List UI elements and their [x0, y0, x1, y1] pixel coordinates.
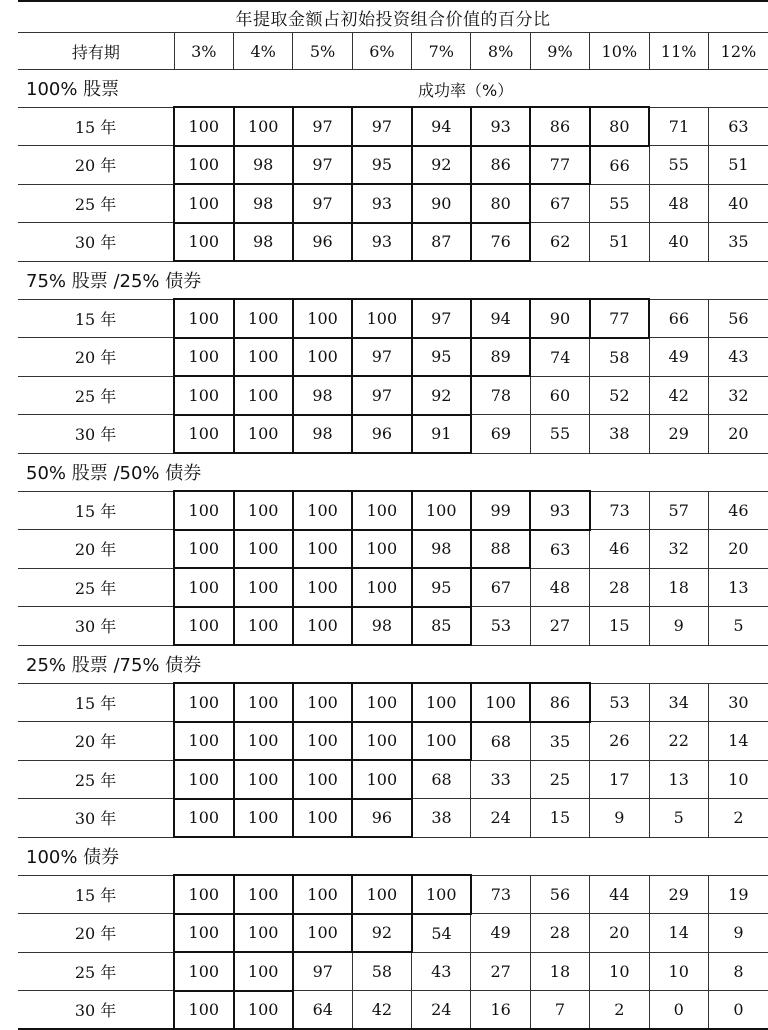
value-cell: 100 — [352, 875, 411, 914]
value-cell: 0 — [649, 991, 708, 1030]
value-cell: 60 — [530, 376, 589, 415]
value-cell: 100 — [234, 107, 293, 146]
period-cell: 25 年 — [18, 184, 174, 223]
period-cell: 30 年 — [18, 415, 174, 454]
value-cell: 46 — [590, 530, 649, 569]
value-cell: 100 — [234, 338, 293, 377]
value-cell: 55 — [530, 415, 589, 454]
value-cell: 18 — [530, 952, 589, 991]
header-rate: 5% — [293, 33, 352, 70]
value-cell: 68 — [471, 722, 530, 761]
value-cell: 58 — [352, 952, 411, 991]
value-cell: 100 — [234, 991, 293, 1030]
period-cell: 25 年 — [18, 952, 174, 991]
value-cell: 56 — [530, 875, 589, 914]
value-cell: 93 — [352, 184, 411, 223]
section-cell — [18, 70, 768, 108]
value-cell: 8 — [708, 952, 768, 991]
value-cell: 100 — [293, 760, 352, 799]
value-cell: 9 — [708, 914, 768, 953]
value-cell: 67 — [471, 568, 530, 607]
value-cell: 22 — [649, 722, 708, 761]
value-cell: 99 — [471, 491, 530, 530]
period-cell: 15 年 — [18, 107, 174, 146]
value-cell: 53 — [471, 607, 530, 646]
value-cell: 42 — [649, 376, 708, 415]
value-cell: 52 — [590, 376, 649, 415]
value-cell: 100 — [234, 875, 293, 914]
value-cell: 48 — [649, 184, 708, 223]
unit-label: 成功率（%） — [418, 81, 514, 100]
value-cell: 77 — [590, 299, 649, 338]
value-cell: 98 — [234, 223, 293, 262]
section-cell — [18, 261, 768, 299]
value-cell: 13 — [708, 568, 768, 607]
value-cell: 100 — [293, 568, 352, 607]
value-cell: 42 — [352, 991, 411, 1030]
period-cell: 15 年 — [18, 299, 174, 338]
value-cell: 100 — [234, 568, 293, 607]
value-cell: 100 — [412, 875, 471, 914]
value-cell: 100 — [174, 722, 233, 761]
value-cell: 100 — [412, 683, 471, 722]
table-row — [18, 338, 768, 377]
value-cell: 100 — [352, 683, 411, 722]
value-cell: 24 — [471, 799, 530, 838]
value-cell: 5 — [649, 799, 708, 838]
value-cell: 100 — [174, 530, 233, 569]
value-cell: 24 — [412, 991, 471, 1030]
value-cell: 100 — [174, 914, 233, 953]
value-cell: 100 — [293, 530, 352, 569]
value-cell: 35 — [708, 223, 768, 262]
value-cell: 32 — [649, 530, 708, 569]
value-cell: 54 — [412, 914, 471, 953]
value-cell: 20 — [590, 914, 649, 953]
value-cell: 53 — [590, 683, 649, 722]
value-cell: 19 — [708, 875, 768, 914]
value-cell: 100 — [293, 299, 352, 338]
value-cell: 100 — [234, 799, 293, 838]
value-cell: 29 — [649, 415, 708, 454]
value-cell: 34 — [649, 683, 708, 722]
value-cell: 100 — [174, 607, 233, 646]
value-cell: 97 — [293, 184, 352, 223]
section-label: 25% 股票 /75% 债券 — [26, 655, 202, 676]
table-row — [18, 683, 768, 722]
value-cell: 25 — [530, 760, 589, 799]
header-rate: 4% — [234, 33, 293, 70]
table-row — [18, 223, 768, 262]
value-cell: 100 — [293, 722, 352, 761]
value-cell: 97 — [352, 376, 411, 415]
value-cell: 100 — [174, 299, 233, 338]
value-cell: 100 — [471, 683, 530, 722]
section-cell — [18, 453, 768, 491]
value-cell: 87 — [412, 223, 471, 262]
value-cell: 100 — [352, 760, 411, 799]
value-cell: 100 — [174, 223, 233, 262]
section-row — [18, 453, 768, 491]
value-cell: 20 — [708, 530, 768, 569]
value-cell: 100 — [174, 376, 233, 415]
table-row — [18, 491, 768, 530]
value-cell: 10 — [590, 952, 649, 991]
success-rate-table — [18, 0, 768, 1030]
value-cell: 86 — [530, 107, 589, 146]
value-cell: 90 — [530, 299, 589, 338]
value-cell: 15 — [530, 799, 589, 838]
value-cell: 94 — [471, 299, 530, 338]
value-cell: 58 — [590, 338, 649, 377]
value-cell: 20 — [708, 415, 768, 454]
value-cell: 10 — [708, 760, 768, 799]
section-label: 50% 股票 /50% 债券 — [26, 463, 202, 484]
value-cell: 62 — [530, 223, 589, 262]
value-cell: 66 — [649, 299, 708, 338]
value-cell: 90 — [412, 184, 471, 223]
value-cell: 88 — [471, 530, 530, 569]
table-row — [18, 991, 768, 1030]
value-cell: 9 — [590, 799, 649, 838]
table-row — [18, 799, 768, 838]
value-cell: 100 — [174, 146, 233, 185]
value-cell: 40 — [649, 223, 708, 262]
value-cell: 16 — [471, 991, 530, 1030]
value-cell: 100 — [352, 491, 411, 530]
header-rate: 7% — [412, 33, 471, 70]
value-cell: 100 — [174, 799, 233, 838]
value-cell: 55 — [590, 184, 649, 223]
value-cell: 97 — [352, 338, 411, 377]
value-cell: 100 — [234, 376, 293, 415]
value-cell: 97 — [412, 299, 471, 338]
value-cell: 100 — [174, 107, 233, 146]
value-cell: 100 — [412, 722, 471, 761]
value-cell: 71 — [649, 107, 708, 146]
value-cell: 86 — [471, 146, 530, 185]
value-cell: 100 — [234, 415, 293, 454]
value-cell: 40 — [708, 184, 768, 223]
value-cell: 69 — [471, 415, 530, 454]
period-cell: 30 年 — [18, 607, 174, 646]
value-cell: 100 — [174, 991, 233, 1030]
section-row — [18, 261, 768, 299]
period-cell: 30 年 — [18, 223, 174, 262]
value-cell: 33 — [471, 760, 530, 799]
value-cell: 80 — [590, 107, 649, 146]
header-rate: 8% — [471, 33, 530, 70]
value-cell: 100 — [352, 299, 411, 338]
value-cell: 77 — [530, 146, 589, 185]
value-cell: 63 — [708, 107, 768, 146]
value-cell: 96 — [352, 799, 411, 838]
section-row — [18, 645, 768, 683]
period-cell: 20 年 — [18, 914, 174, 953]
period-cell: 20 年 — [18, 722, 174, 761]
value-cell: 51 — [708, 146, 768, 185]
value-cell: 27 — [530, 607, 589, 646]
value-cell: 64 — [293, 991, 352, 1030]
table-row — [18, 722, 768, 761]
table-row — [18, 607, 768, 646]
value-cell: 98 — [352, 607, 411, 646]
value-cell: 100 — [234, 491, 293, 530]
value-cell: 49 — [471, 914, 530, 953]
value-cell: 100 — [293, 338, 352, 377]
table-row — [18, 376, 768, 415]
value-cell: 55 — [649, 146, 708, 185]
period-cell: 25 年 — [18, 376, 174, 415]
value-cell: 14 — [708, 722, 768, 761]
section-label: 75% 股票 /25% 债券 — [26, 271, 202, 292]
value-cell: 100 — [293, 607, 352, 646]
value-cell: 100 — [174, 683, 233, 722]
value-cell: 2 — [708, 799, 768, 838]
value-cell: 73 — [590, 491, 649, 530]
value-cell: 97 — [352, 107, 411, 146]
value-cell: 100 — [293, 914, 352, 953]
value-cell: 100 — [412, 491, 471, 530]
value-cell: 63 — [530, 530, 589, 569]
value-cell: 100 — [234, 530, 293, 569]
value-cell: 100 — [352, 722, 411, 761]
table-row — [18, 760, 768, 799]
value-cell: 96 — [352, 415, 411, 454]
value-cell: 95 — [352, 146, 411, 185]
section-label: 100% 债券 — [26, 847, 120, 868]
value-cell: 97 — [293, 952, 352, 991]
header-rate: 9% — [530, 33, 589, 70]
header-rate: 12% — [708, 33, 768, 70]
value-cell: 95 — [412, 338, 471, 377]
title-row — [18, 1, 768, 33]
value-cell: 93 — [471, 107, 530, 146]
table-title: 年提取金额占初始投资组合价值的百分比 — [18, 1, 768, 33]
value-cell: 27 — [471, 952, 530, 991]
value-cell: 73 — [471, 875, 530, 914]
header-rate: 3% — [174, 33, 233, 70]
value-cell: 98 — [234, 184, 293, 223]
value-cell: 100 — [234, 607, 293, 646]
period-cell: 30 年 — [18, 799, 174, 838]
value-cell: 28 — [590, 568, 649, 607]
value-cell: 100 — [234, 952, 293, 991]
value-cell: 92 — [412, 376, 471, 415]
section-label: 100% 股票 — [26, 79, 120, 100]
value-cell: 91 — [412, 415, 471, 454]
value-cell: 100 — [234, 722, 293, 761]
period-cell: 25 年 — [18, 568, 174, 607]
value-cell: 29 — [649, 875, 708, 914]
table-row — [18, 914, 768, 953]
value-cell: 100 — [293, 875, 352, 914]
value-cell: 38 — [590, 415, 649, 454]
value-cell: 97 — [293, 107, 352, 146]
value-cell: 100 — [293, 799, 352, 838]
value-cell: 14 — [649, 914, 708, 953]
value-cell: 5 — [708, 607, 768, 646]
value-cell: 100 — [174, 952, 233, 991]
table-row — [18, 568, 768, 607]
value-cell: 43 — [708, 338, 768, 377]
table-row — [18, 952, 768, 991]
value-cell: 2 — [590, 991, 649, 1030]
value-cell: 32 — [708, 376, 768, 415]
period-cell: 15 年 — [18, 491, 174, 530]
value-cell: 100 — [174, 491, 233, 530]
value-cell: 0 — [708, 991, 768, 1030]
table-row — [18, 875, 768, 914]
value-cell: 51 — [590, 223, 649, 262]
header-period: 持有期 — [18, 33, 174, 70]
value-cell: 98 — [293, 415, 352, 454]
value-cell: 66 — [590, 146, 649, 185]
value-cell: 80 — [471, 184, 530, 223]
table-row — [18, 530, 768, 569]
value-cell: 100 — [352, 568, 411, 607]
value-cell: 67 — [530, 184, 589, 223]
period-cell: 15 年 — [18, 875, 174, 914]
value-cell: 100 — [234, 914, 293, 953]
value-cell: 100 — [174, 875, 233, 914]
value-cell: 98 — [234, 146, 293, 185]
value-cell: 10 — [649, 952, 708, 991]
value-cell: 95 — [412, 568, 471, 607]
value-cell: 97 — [293, 146, 352, 185]
period-cell: 20 年 — [18, 146, 174, 185]
period-cell: 15 年 — [18, 683, 174, 722]
value-cell: 100 — [174, 415, 233, 454]
value-cell: 92 — [412, 146, 471, 185]
table-row — [18, 299, 768, 338]
value-cell: 44 — [590, 875, 649, 914]
value-cell: 76 — [471, 223, 530, 262]
value-cell: 7 — [530, 991, 589, 1030]
value-cell: 78 — [471, 376, 530, 415]
value-cell: 18 — [649, 568, 708, 607]
value-cell: 35 — [530, 722, 589, 761]
value-cell: 43 — [412, 952, 471, 991]
value-cell: 93 — [352, 223, 411, 262]
header-rate: 11% — [649, 33, 708, 70]
table-row — [18, 107, 768, 146]
period-cell: 25 年 — [18, 760, 174, 799]
value-cell: 56 — [708, 299, 768, 338]
section-row — [18, 837, 768, 875]
value-cell: 86 — [530, 683, 589, 722]
value-cell: 48 — [530, 568, 589, 607]
value-cell: 100 — [174, 338, 233, 377]
value-cell: 100 — [234, 760, 293, 799]
value-cell: 68 — [412, 760, 471, 799]
section-cell — [18, 645, 768, 683]
value-cell: 98 — [412, 530, 471, 569]
value-cell: 93 — [530, 491, 589, 530]
value-cell: 49 — [649, 338, 708, 377]
table-row — [18, 415, 768, 454]
value-cell: 100 — [293, 683, 352, 722]
value-cell: 100 — [234, 299, 293, 338]
value-cell: 30 — [708, 683, 768, 722]
value-cell: 9 — [649, 607, 708, 646]
period-cell: 20 年 — [18, 338, 174, 377]
value-cell: 89 — [471, 338, 530, 377]
value-cell: 100 — [352, 530, 411, 569]
value-cell: 100 — [174, 184, 233, 223]
section-row — [18, 70, 768, 108]
value-cell: 85 — [412, 607, 471, 646]
period-cell: 20 年 — [18, 530, 174, 569]
value-cell: 100 — [174, 568, 233, 607]
value-cell: 46 — [708, 491, 768, 530]
value-cell: 96 — [293, 223, 352, 262]
value-cell: 100 — [293, 491, 352, 530]
value-cell: 92 — [352, 914, 411, 953]
header-row — [18, 33, 768, 70]
table-row — [18, 184, 768, 223]
section-cell — [18, 837, 768, 875]
header-rate: 6% — [352, 33, 411, 70]
value-cell: 57 — [649, 491, 708, 530]
value-cell: 17 — [590, 760, 649, 799]
table-row — [18, 146, 768, 185]
value-cell: 100 — [174, 760, 233, 799]
value-cell: 74 — [530, 338, 589, 377]
header-rate: 10% — [590, 33, 649, 70]
period-cell: 30 年 — [18, 991, 174, 1030]
value-cell: 13 — [649, 760, 708, 799]
value-cell: 98 — [293, 376, 352, 415]
value-cell: 26 — [590, 722, 649, 761]
value-cell: 15 — [590, 607, 649, 646]
value-cell: 100 — [234, 683, 293, 722]
value-cell: 94 — [412, 107, 471, 146]
value-cell: 38 — [412, 799, 471, 838]
value-cell: 28 — [530, 914, 589, 953]
